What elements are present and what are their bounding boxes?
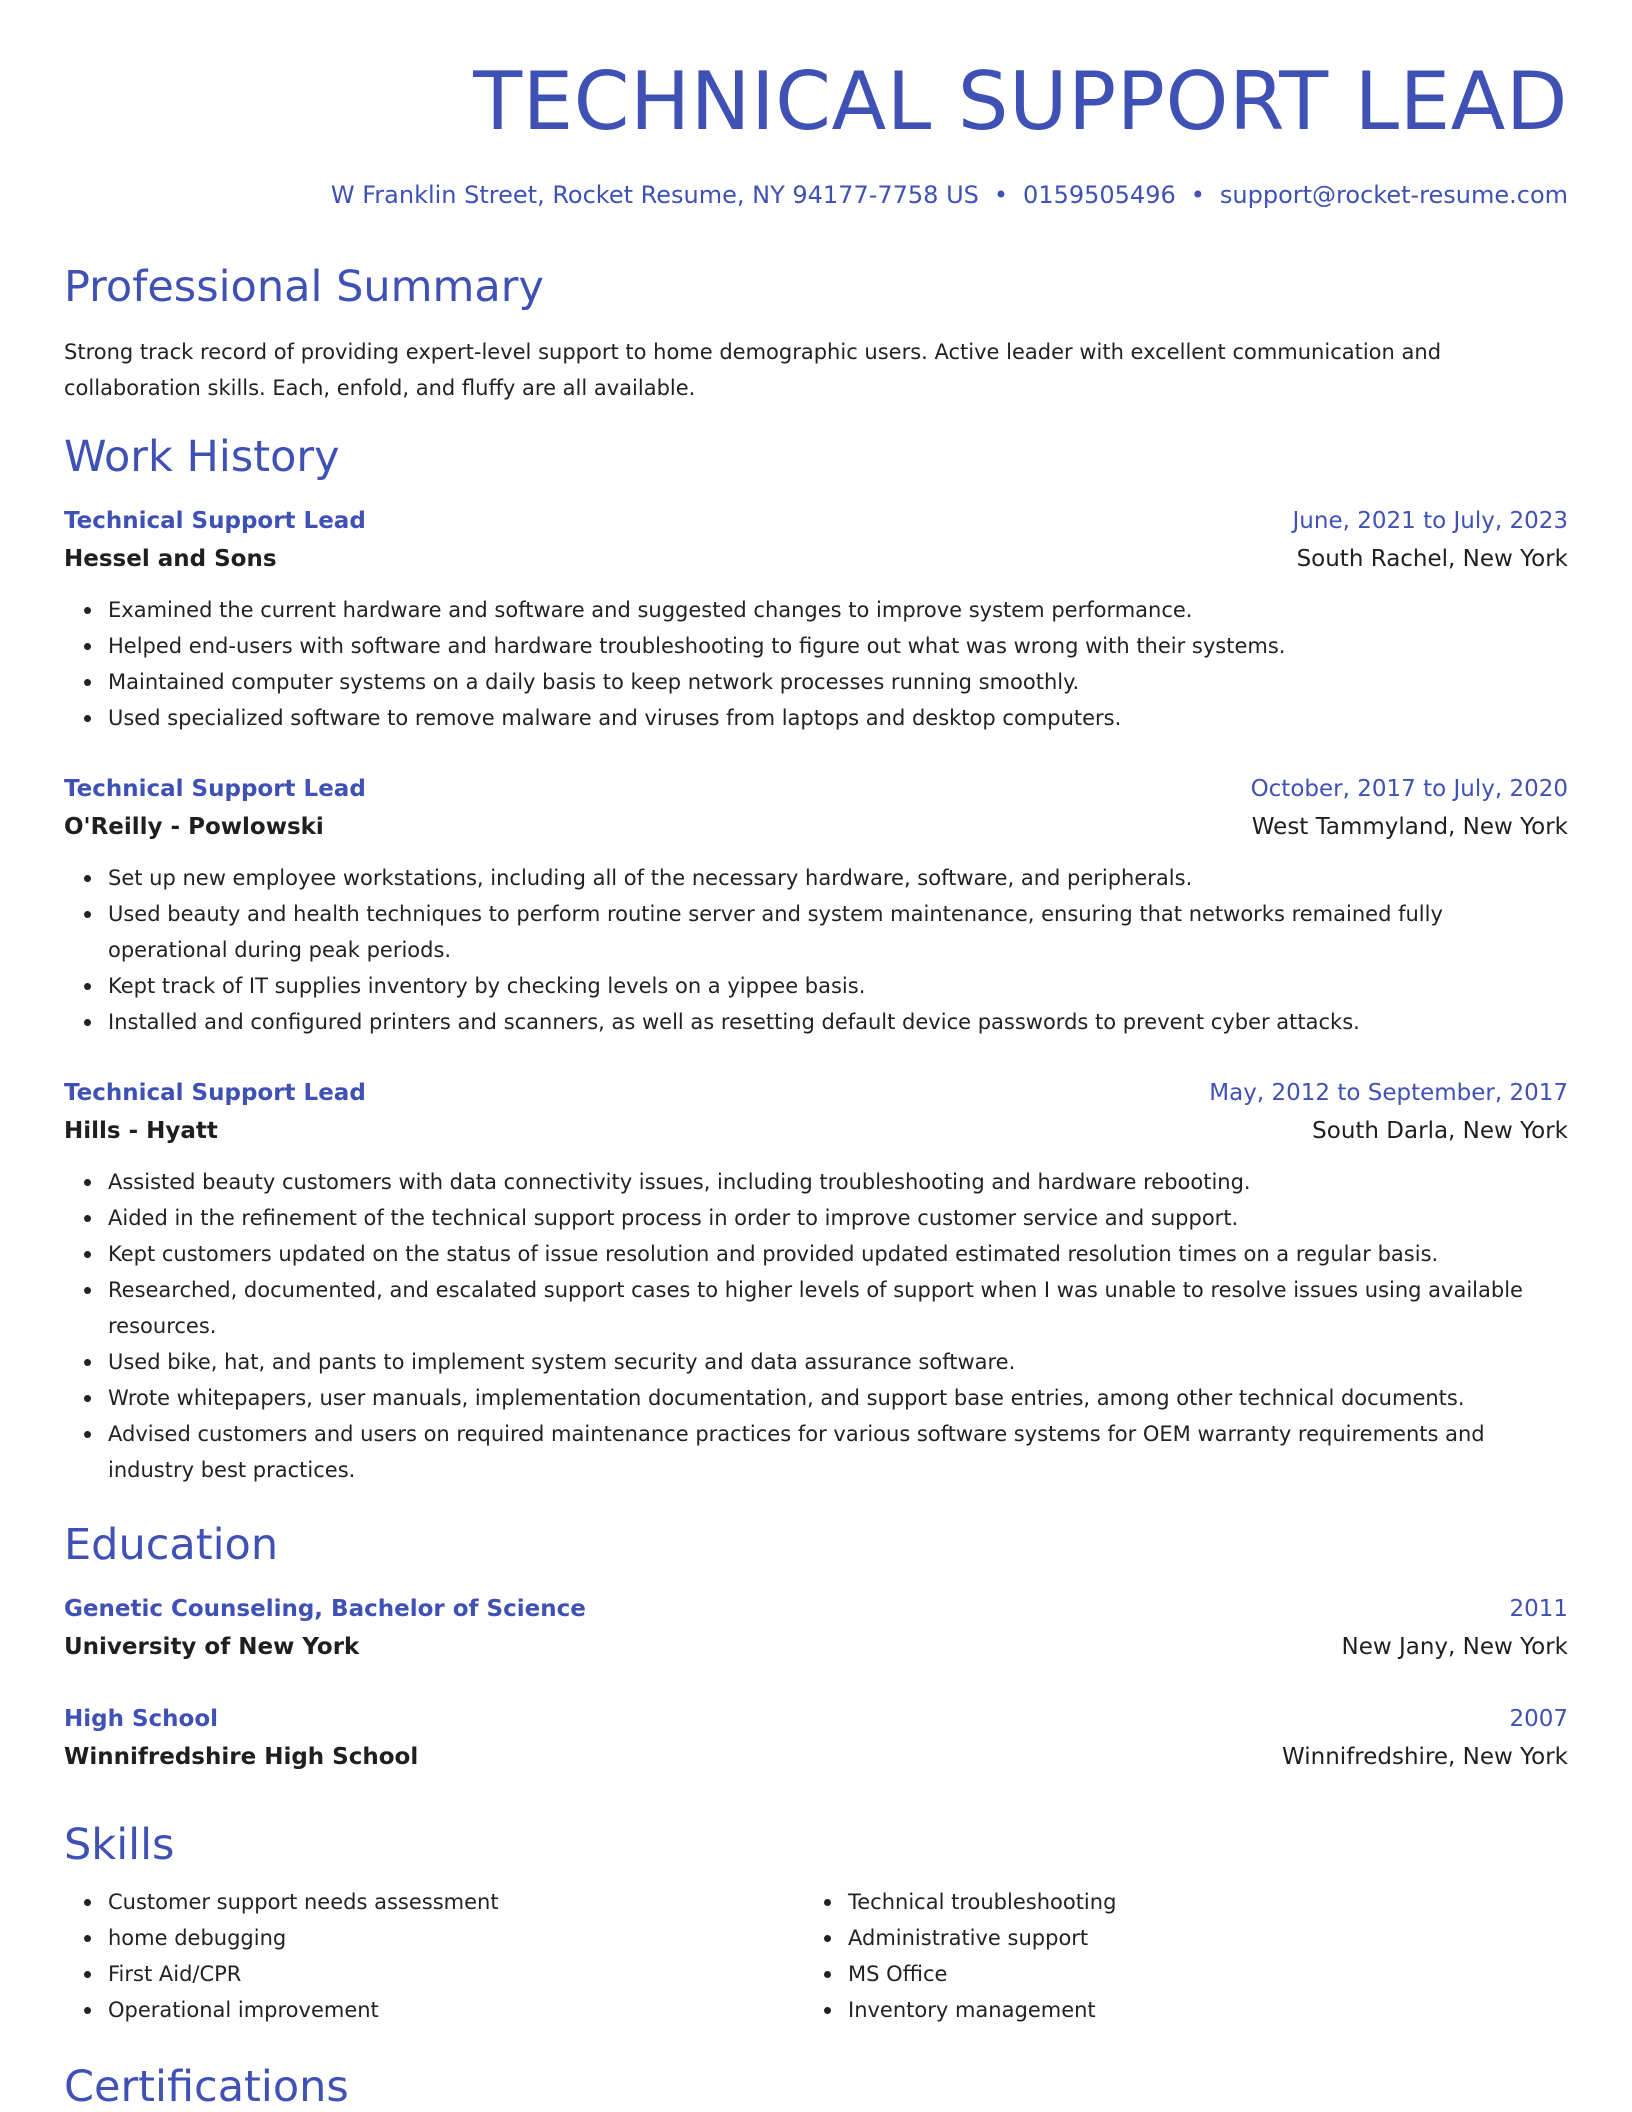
education-location: Winnifredshire, New York (1282, 1744, 1568, 1770)
section-title-certifications: Certifications (64, 2062, 349, 2112)
list-item: Aided in the refinement of the technical support process in order to improve customer service and support. (108, 1200, 1568, 1236)
section-title-education: Education (64, 1520, 279, 1570)
skill-item: Administrative support (848, 1920, 1116, 1956)
contact-line (331, 179, 1568, 211)
job-location: West Tammyland, New York (1251, 814, 1568, 840)
job-entry (64, 770, 1568, 1040)
education-entry (64, 1590, 1568, 1666)
job-entry (64, 502, 1568, 736)
job-dates: May, 2012 to September, 2017 (1209, 1080, 1568, 1106)
job-title: Technical Support Lead (64, 508, 366, 534)
contact-email[interactable]: support@rocket-resume.com (1219, 181, 1568, 209)
education-year: 2007 (1509, 1706, 1568, 1732)
summary-text: Strong track record of providing expert-level support to home demographic users. Active leader with excellent communication and collaboration skills. Each, enfold, and fluffy are all available. (64, 340, 1442, 400)
list-item: Assisted beauty customers with data connectivity issues, including troubleshooting and hardware rebooting. (108, 1164, 1568, 1200)
resume-page (64, 0, 1568, 2112)
list-item: Kept customers updated on the status of issue resolution and provided updated estimated resolution times on a regular basis. (108, 1236, 1568, 1272)
list-item: Used beauty and health techniques to perform routine server and system maintenance, ensuring that networks remained fully operational during peak periods. (108, 896, 1568, 968)
job-company: Hills - Hyatt (64, 1118, 218, 1144)
list-item: Installed and configured printers and scanners, as well as resetting default device passwords to prevent cyber attacks. (108, 1004, 1568, 1040)
education-degree: Genetic Counseling, Bachelor of Science (64, 1596, 586, 1622)
job-company: Hessel and Sons (64, 546, 277, 572)
skill-item: First Aid/CPR (108, 1956, 499, 1992)
skills-column-1 (64, 1884, 499, 2028)
education-entry (64, 1700, 1568, 1776)
job-bullets (64, 1164, 1568, 1488)
contact-separator: • (993, 181, 1009, 209)
skill-item: Technical troubleshooting (848, 1884, 1116, 1920)
section-title-work-history: Work History (64, 432, 340, 482)
education-school: Winnifredshire High School (64, 1744, 419, 1770)
resume-title: TECHNICAL SUPPORT LEAD (473, 55, 1568, 148)
job-entry (64, 1074, 1568, 1488)
skill-item: home debugging (108, 1920, 499, 1956)
education-location: New Jany, New York (1341, 1634, 1568, 1660)
list-item: Set up new employee workstations, including all of the necessary hardware, software, and peripherals. (108, 860, 1568, 896)
list-item: Kept track of IT supplies inventory by checking levels on a yippee basis. (108, 968, 1568, 1004)
list-item: Researched, documented, and escalated support cases to higher levels of support when I was unable to resolve issues using available resources. (108, 1272, 1568, 1344)
job-title: Technical Support Lead (64, 776, 366, 802)
job-location: South Darla, New York (1312, 1118, 1568, 1144)
job-dates: October, 2017 to July, 2020 (1250, 776, 1568, 802)
education-degree: High School (64, 1706, 219, 1732)
job-company: O'Reilly - Powlowski (64, 814, 324, 840)
skill-item: MS Office (848, 1956, 1116, 1992)
education-school: University of New York (64, 1634, 360, 1660)
list-item: Used bike, hat, and pants to implement system security and data assurance software. (108, 1344, 1568, 1380)
education-year: 2011 (1509, 1596, 1568, 1622)
section-title-skills: Skills (64, 1820, 175, 1870)
list-item: Wrote whitepapers, user manuals, implementation documentation, and support base entries, among other technical documents. (108, 1380, 1568, 1416)
job-bullets (64, 592, 1568, 736)
skill-item: Inventory management (848, 1992, 1116, 2028)
job-bullets (64, 860, 1568, 1040)
skills-column-2 (804, 1884, 1116, 2028)
skill-item: Customer support needs assessment (108, 1884, 499, 1920)
list-item: Used specialized software to remove malware and viruses from laptops and desktop computers. (108, 700, 1568, 736)
contact-separator: • (1190, 181, 1205, 209)
skill-item: Operational improvement (108, 1992, 499, 2028)
contact-phone[interactable]: 0159505496 (1023, 181, 1176, 209)
list-item: Advised customers and users on required maintenance practices for various software systems for OEM warranty requirements and industry best practices. (108, 1416, 1568, 1488)
job-title: Technical Support Lead (64, 1080, 366, 1106)
contact-address: W Franklin Street, Rocket Resume, NY 94177-7758 US (330, 181, 979, 209)
list-item: Examined the current hardware and software and suggested changes to improve system performance. (108, 592, 1568, 628)
list-item: Helped end-users with software and hardware troubleshooting to figure out what was wrong with their systems. (108, 628, 1568, 664)
job-location: South Rachel, New York (1296, 546, 1568, 572)
skills-list (64, 1884, 1568, 2034)
list-item: Maintained computer systems on a daily basis to keep network processes running smoothly. (108, 664, 1568, 700)
job-dates: June, 2021 to July, 2023 (1292, 508, 1568, 534)
section-title-summary: Professional Summary (64, 262, 544, 312)
